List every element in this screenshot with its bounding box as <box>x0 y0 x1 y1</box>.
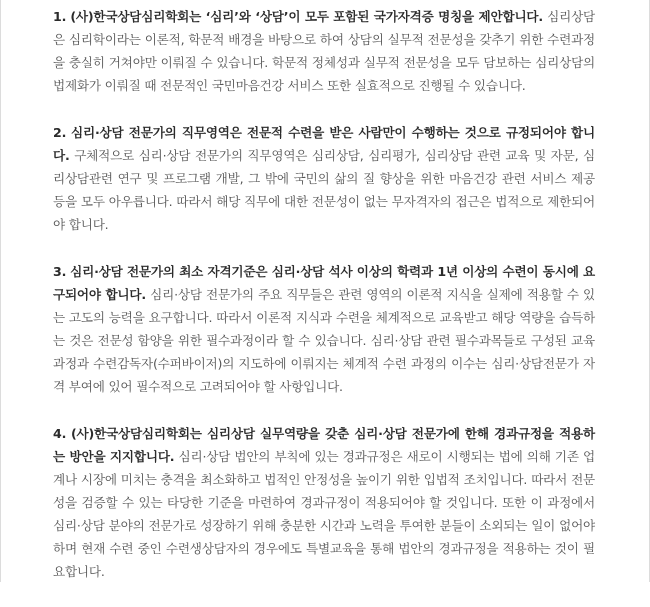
section-2-number: 2. <box>53 125 67 140</box>
document-body <box>53 5 595 607</box>
section-2 <box>53 121 595 236</box>
section-3-number: 3. <box>53 264 67 279</box>
section-1-lead: (사)한국상담심리학회는 ‘심리’와 ‘상담’이 모두 포함된 국가자격증 명칭을 제안합니다. <box>70 9 543 24</box>
section-2-body: 구체적으로 심리·상담 전문가의 직무영역은 심리상담, 심리평가, 심리상담 관련 교육 및 자문, 심리상담관련 연구 및 프로그램 개발, 그 밖에 국민의 삶의 질 향상을 위한 마음건강 관련 서비스 제공 등을 모두 아우릅니다. 따라서 해당 직무에 대한 전문성이 없는 무자격자의 접근은 법적으로 제한되어야 합니다. <box>53 148 595 232</box>
section-4-number: 4. <box>53 426 67 441</box>
section-3-body: 심리·상담 전문가의 주요 직무들은 관련 영역의 이론적 지식을 실제에 적용할 수 있는 고도의 능력을 요구합니다. 따라서 이론적 지식과 수련을 체계적으로 교육받고 해당 역량을 습득하는 것은 전문성 함양을 위한 필수과정이라 할 수 있습니다. 심리·상담 관련 필수과목들로 구성된 교육과정과 수련감독자(수퍼바이저)의 지도하에 이뤄지는 체계적 수련 과정의 이수는 심리·상담전문가 자격 부여에 있어 필수적으로 고려되어야 할 사항입니다. <box>53 287 595 394</box>
section-2-lead: 심리·상담 전문가의 직무영역은 전문적 수련을 받은 사람만이 수행하는 것으로 규정되어야 합니다. <box>53 125 595 163</box>
section-1 <box>53 5 595 97</box>
section-3-lead: 심리·상담 전문가의 최소 자격기준은 심리·상담 석사 이상의 학력과 1년 이상의 수련이 동시에 요구되어야 합니다. <box>53 264 595 302</box>
section-4-lead: (사)한국상담심리학회는 심리상담 실무역량을 갖춘 심리·상담 전문가에 한해 경과규정을 적용하는 방안을 지지합니다. <box>53 426 595 464</box>
section-1-number: 1. <box>53 9 67 24</box>
section-1-body: 심리상담은 심리학이라는 이론적, 학문적 배경을 바탕으로 하여 상담의 실무적 전문성을 갖추기 위한 수련과정을 충실히 거쳐야만 이뤄질 수 있습니다. 학문적 정체성과 실무적 전문성을 모두 담보하는 심리상담의 법제화가 이뤄질 때 전문적인 국민마음건강 서비스 또한 실효적으로 진행될 수 있습니다. <box>53 9 596 93</box>
section-3 <box>53 260 595 398</box>
section-4-body: 심리·상담 법안의 부칙에 있는 경과규정은 새로이 시행되는 법에 의해 기존 업계나 시장에 미치는 충격을 최소화하고 법적인 안정성을 높이기 위한 입법적 조치입니다. 따라서 전문성을 검증할 수 있는 타당한 기준을 마련하여 경과규정이 적용되어야 할 것입니다. 또한 이 과정에서 심리·상담 분야의 전문가로 성장하기 위해 충분한 시간과 노력을 투여한 분들이 소외되는 일이 없어야 하며 현재 수련 중인 수련생상담자의 경우에도 특별교육을 통해 법안의 경과규정을 적용하는 것이 필요합니다. <box>53 449 595 579</box>
section-4 <box>53 422 595 583</box>
